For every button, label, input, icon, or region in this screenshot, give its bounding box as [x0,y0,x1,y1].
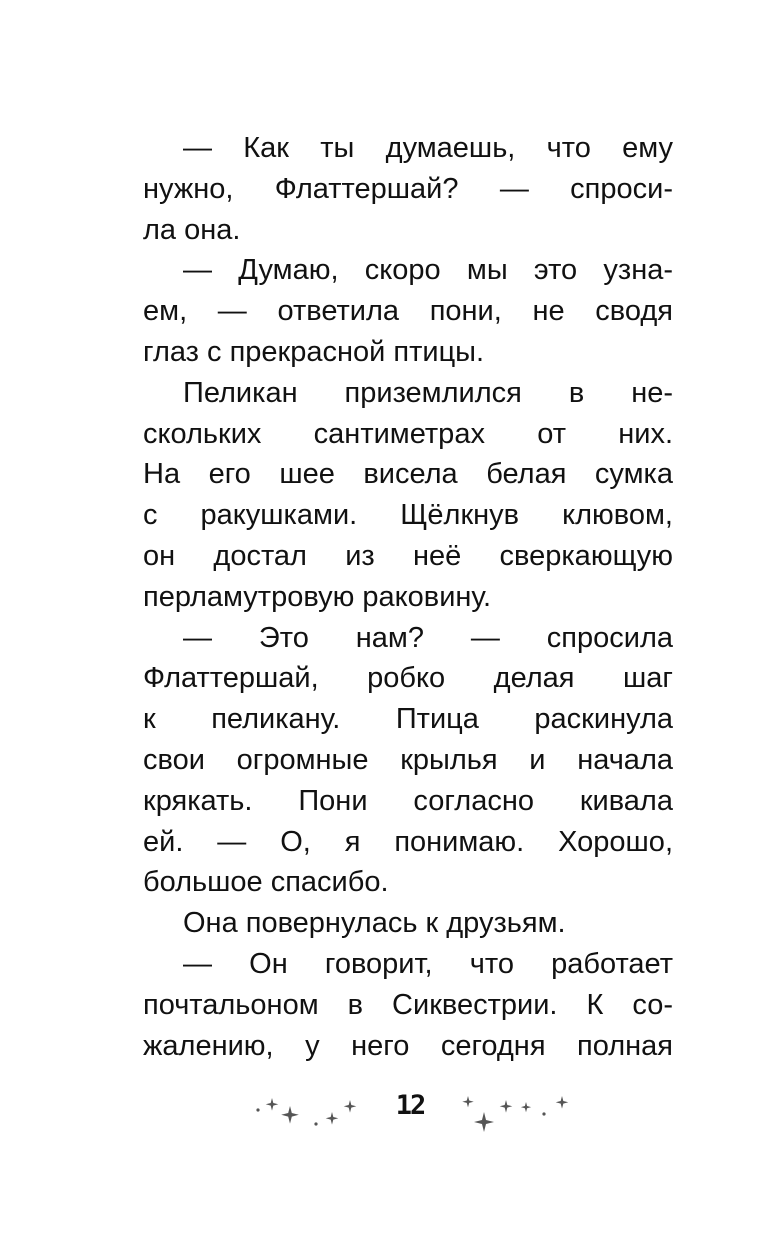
text-line: — Он говорит, что работает [183,947,673,980]
text-line: почтальоном в Сиквестрии. К со- [143,988,673,1021]
text-line: На его шее висела белая сумка [143,458,673,491]
text-line: жалению, у него сегодня полная [143,1029,673,1062]
text-line: скольких сантиметрах от них. [143,417,673,450]
text-line: — Это нам? — спросила [183,621,673,654]
text-line: свои огромные крылья и начала [143,743,673,776]
text-line: крякать. Пони согласно кивала [143,784,673,817]
text-line: нужно, Флаттершай? — спроси- [143,172,673,205]
text-line: к пеликану. Птица раскинула [143,703,673,736]
text-line: он достал из неё сверкающую [143,539,673,572]
text-line: — Как ты думаешь, что ему [183,132,673,164]
text-line: Пеликан приземлился в не- [183,376,673,409]
text-line: глаз с прекрасной птицы. [143,335,485,368]
text-line: большое спасибо. [143,866,389,899]
text-line: ей. — О, я понимаю. Хорошо, [143,825,673,858]
page-number: 12 [395,1090,425,1121]
text-line: Она повернулась к друзьям. [183,907,566,940]
text-line: — Думаю, скоро мы это узна- [183,254,673,287]
page-footer [0,1088,768,1138]
sparkle-stars-icon [252,1088,362,1138]
text-line: Флаттершай, робко делая шаг [143,662,673,695]
text-line: перламутровую раковину. [143,580,492,613]
text-line: ла она. [143,213,241,246]
body-text [143,128,673,1066]
text-line: ем, — ответила пони, не сводя [143,295,673,328]
sparkle-stars-icon [460,1088,575,1138]
text-line: с ракушками. Щёлкнув клювом, [143,499,673,532]
